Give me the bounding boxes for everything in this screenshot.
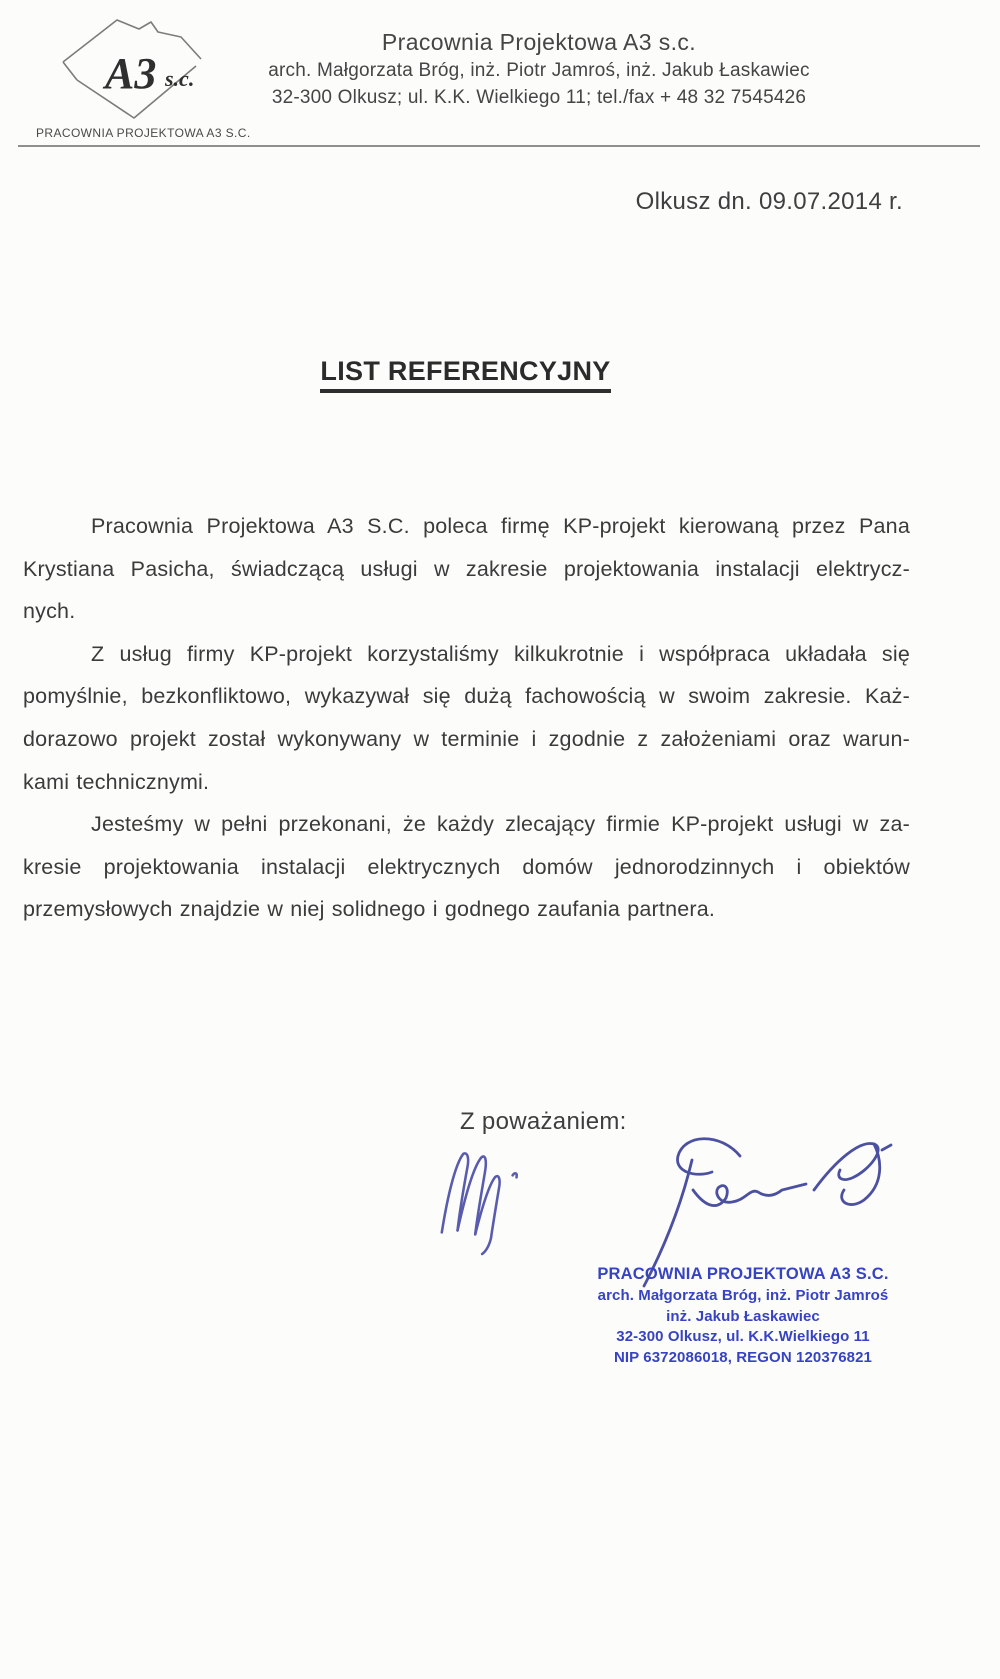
logo-caption: PRACOWNIA PROJEKTOWA A3 S.C.: [36, 126, 251, 140]
stamp-line: PRACOWNIA PROJEKTOWA A3 S.C.: [597, 1265, 889, 1283]
body-paragraphs: [23, 505, 910, 931]
header-divider: [18, 145, 980, 147]
logo-mark-a3: A3: [105, 49, 157, 98]
body-line: kresie projektowania instalacji elektrycznych domów jednorodzinnych i obiektów: [23, 854, 910, 879]
page-title: LIST REFERENCYJNY: [320, 356, 610, 393]
body-line: nych.: [23, 599, 76, 624]
company-logo-icon: [55, 14, 235, 126]
title-row: [23, 356, 908, 393]
stamp-line: arch. Małgorzata Bróg, inż. Piotr Jamroś: [597, 1287, 889, 1304]
body-line: Jesteśmy w pełni przekonani, że każdy zlecający firmie KP-projekt usługi w za-: [91, 812, 910, 837]
logo-mark-sc: s.c.: [165, 66, 195, 91]
letterhead: [250, 27, 828, 111]
body-line: Pracownia Projektowa A3 S.C. poleca firmę KP-projekt kierowaną przez Pana: [91, 514, 910, 538]
company-address: 32-300 Olkusz; ul. K.K. Wielkiego 11; tel./fax + 48 32 7545426: [271, 87, 807, 108]
body-line: Krystiana Pasicha, świadczącą usługi w zakresie projektowania instalacji elektrycz-: [23, 556, 910, 581]
date-line: Olkusz dn. 09.07.2014 r.: [635, 188, 903, 215]
body-line: kami technicznymi.: [23, 769, 210, 794]
stamp-line: 32-300 Olkusz, ul. K.K.Wielkiego 11: [616, 1328, 870, 1345]
body-line: Z usług firmy KP-projekt korzystaliśmy kilkukrotnie i współpraca układała się: [91, 641, 910, 666]
company-partners: arch. Małgorzata Bróg, inż. Piotr Jamroś, inż. Jakub Łaskawiec: [268, 60, 810, 81]
body-line: przemysłowych znajdzie w niej solidnego i godnego zaufania partnera.: [23, 897, 716, 922]
company-name: Pracownia Projektowa A3 s.c.: [381, 29, 697, 55]
company-stamp: [593, 1262, 893, 1368]
stamp-line: inż. Jakub Łaskawiec: [666, 1307, 820, 1325]
handwritten-signature-left-icon: [430, 1138, 548, 1256]
closing-salutation: Z poważaniem:: [460, 1108, 627, 1135]
stamp-line: NIP 6372086018, REGON 120376821: [613, 1348, 872, 1366]
body-line: dorazowo projekt został wykonywany w terminie i zgodnie z założeniami oraz warun-: [23, 726, 910, 751]
body-line: pomyślnie, bezkonfliktowo, wykazywał się dużą fachowością w swoim zakresie. Każ-: [23, 684, 910, 709]
